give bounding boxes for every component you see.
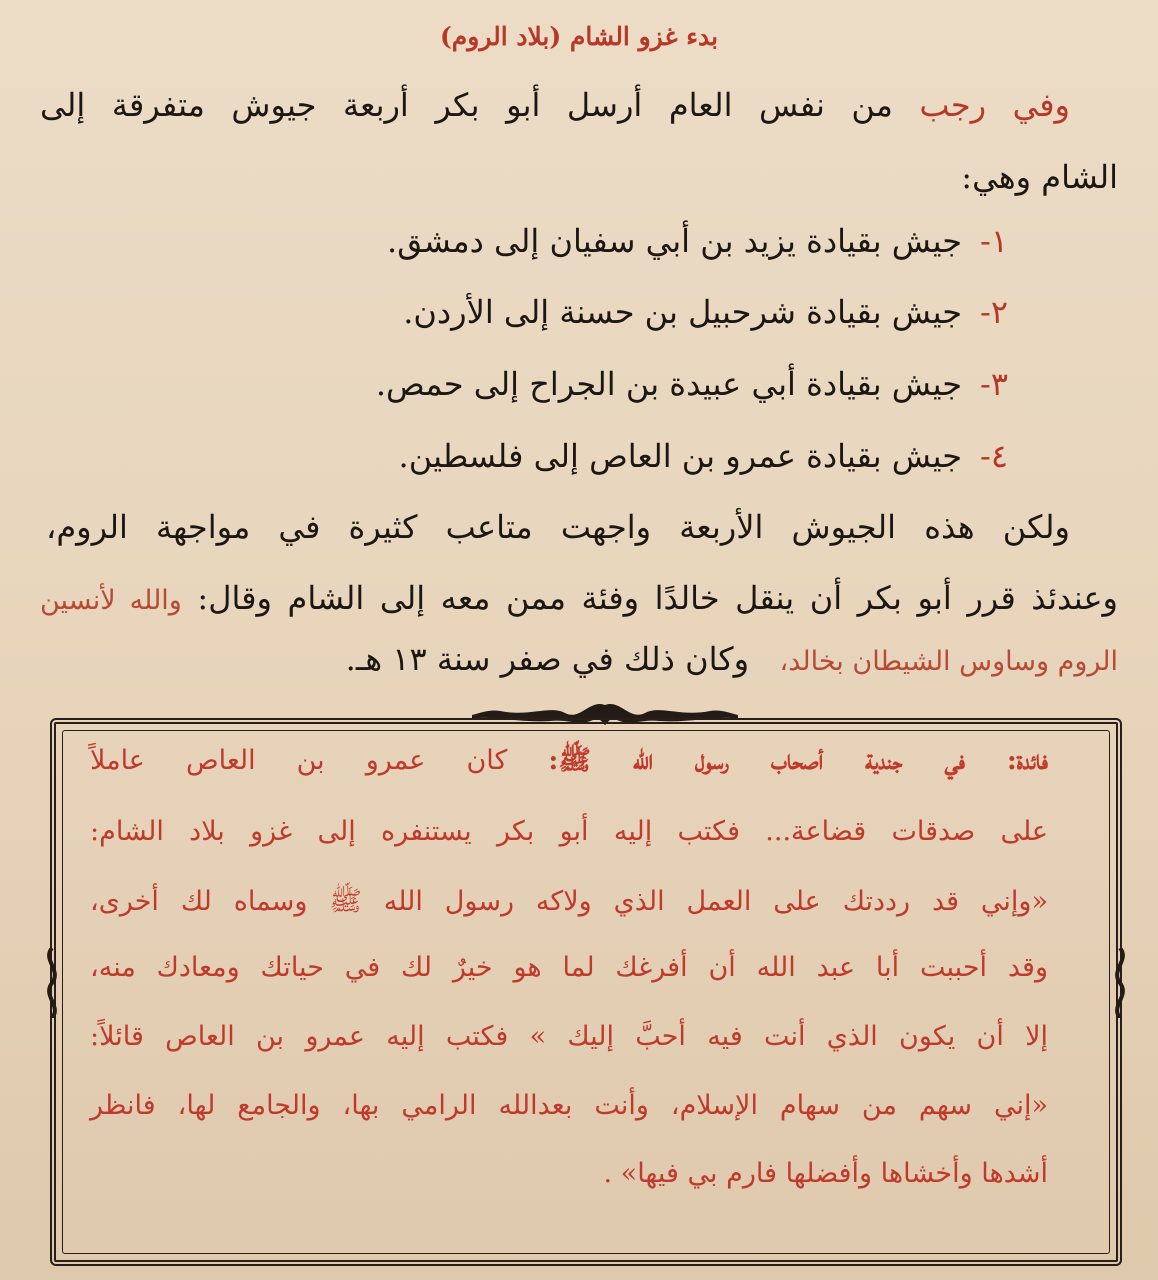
intro-line-1 (40, 86, 1070, 124)
intro-lead: وفي رجب (919, 86, 1071, 124)
box-line-2: على صدقات قضاعة... فكتب إليه أبو بكر يستنفره إلى غزو بلاد الشام: (90, 816, 1048, 847)
box-line-3: «وإني قد رددتك على العمل الذي ولاكه رسول الله ﷺ وسماه لك أخرى، (90, 886, 1048, 917)
list-item-text: جيش بقيادة شرحبيل بن حسنة إلى الأردن. (403, 293, 962, 331)
paragraph-line-2-text: وعندئذ قرر أبو بكر أن ينقل خالدًا وفئة ممن معه إلى الشام وقال: (197, 579, 1119, 617)
paragraph-line-3 (60, 640, 1118, 678)
list-item (403, 293, 1008, 331)
list-item-number: ١- (980, 222, 1008, 260)
list-item-number: ٣- (980, 365, 1008, 403)
box-heading: فائدة: في جندية أصحاب رسول الله ﷺ: (548, 745, 1048, 776)
paragraph-line-2 (40, 579, 1118, 617)
list-item-text: جيش بقيادة عمرو بن العاص إلى فلسطين. (398, 437, 962, 475)
box-line-1-text: كان عمرو بن العاص عاملاً (90, 745, 508, 776)
box-line-7: أشدها وأخشاها وأفضلها فارم بي فيها» . (603, 1158, 1048, 1189)
intro-line-1-text: من نفس العام أرسل أبو بكر أربعة جيوش متفرقة إلى (40, 86, 893, 124)
box-line-6: «إني سهم من سهام الإسلام، وأنت بعدالله الرامي بها، والجامع لها، فانظر (90, 1090, 1048, 1121)
ornament-left-icon (40, 948, 64, 1018)
intro-line-2: الشام وهي: (961, 158, 1118, 196)
paragraph-line-1: ولكن هذه الجيوش الأربعة واجهت متاعب كثيرة في مواجهة الروم، (46, 508, 1071, 546)
list-item-text: جيش بقيادة أبي عبيدة بن الجراح إلى حمص. (375, 365, 962, 403)
quote-end: الروم وساوس الشيطان بخالد، (779, 646, 1118, 677)
box-line-1 (90, 743, 1048, 783)
quote-start: والله لأنسين (40, 585, 182, 616)
list-item (387, 222, 1008, 260)
list-item (376, 365, 1008, 403)
paragraph-line-3-text: وكان ذلك في صفر سنة ١٣ هـ. (345, 640, 750, 678)
list-item-text: جيش بقيادة يزيد بن أبي سفيان إلى دمشق. (387, 222, 962, 260)
list-item-number: ٢- (980, 293, 1008, 331)
list-item-number: ٤- (980, 437, 1008, 475)
list-item (399, 437, 1008, 475)
box-line-4: وقد أحببت أبا عبد الله أن أفرغك لما هو خيرٌ لك في حياتك ومعادك منه، (90, 952, 1048, 983)
box-line-5: إلا أن يكون الذي أنت فيه أحبَّ إليك » فكتب إليه عمرو بن العاص قائلاً: (90, 1021, 1048, 1052)
section-title: بدء غزو الشام (بلاد الروم) (439, 22, 719, 51)
ornament-right-icon (1108, 948, 1132, 1018)
